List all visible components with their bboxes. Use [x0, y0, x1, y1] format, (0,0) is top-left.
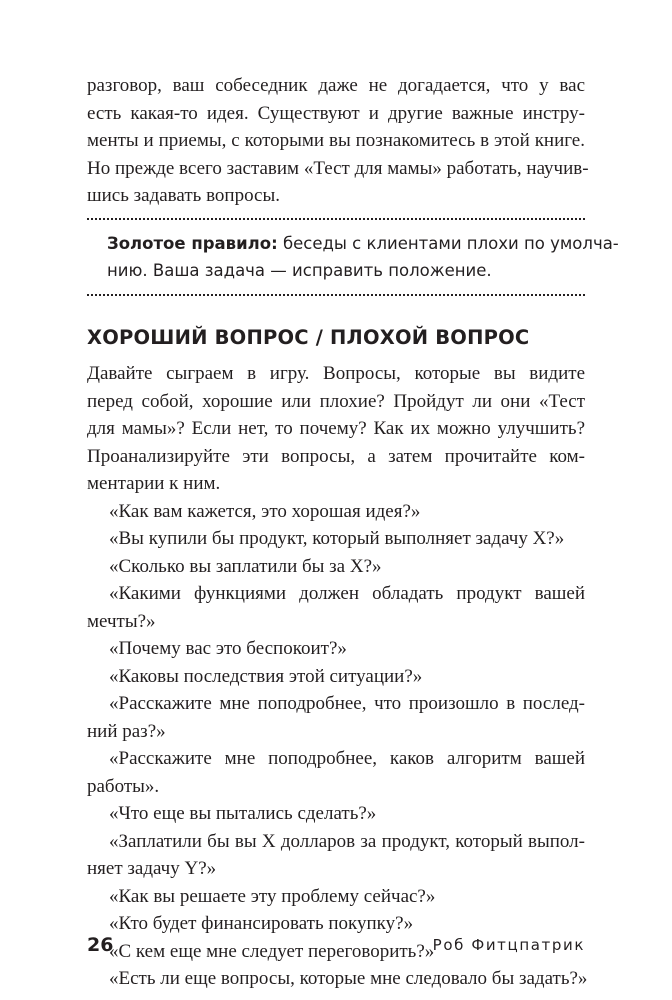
question-line: «Сколько вы заплатили бы за X?»	[109, 555, 382, 577]
question-item	[87, 580, 585, 635]
question-line: няет задачу Y?»	[87, 858, 217, 879]
questions-section	[87, 360, 588, 993]
question-line: мечты?»	[87, 610, 156, 632]
question-item	[87, 525, 585, 553]
question-item	[87, 663, 585, 691]
golden-rule-line	[107, 230, 619, 257]
question-line: «Есть ли еще вопросы, которые мне следовало бы задать?»	[109, 968, 588, 989]
text-line: Но прежде всего заставим «Тест для мамы» работать, научив-	[87, 157, 589, 179]
text-line: ментарии к ним.	[87, 473, 221, 494]
question-line: «Каковы последствия этой ситуации?»	[109, 665, 423, 687]
question-item	[87, 883, 585, 911]
golden-rule-line1: беседы с клиентами плохи по умолча-	[282, 234, 619, 253]
text-line: для мамы»? Если нет, то почему? Как их можно улучшить?	[87, 418, 585, 439]
question-item	[87, 800, 585, 828]
question-line: «С кем еще мне следует переговорить?»	[109, 940, 435, 962]
question-line: «Что еще вы пытались сделать?»	[109, 803, 377, 824]
text-line: шись задавать вопросы.	[87, 185, 280, 206]
question-line: «Расскажите мне поподробнее, каков алгоритм вашей	[109, 748, 585, 769]
text-line: есть какая-то идея. Существуют и другие важные инстру-	[87, 102, 585, 124]
text-line: разговор, ваш собеседник даже не догадается, что у вас	[87, 75, 585, 96]
golden-rule-line2: нию. Ваша задача — исправить положение.	[107, 261, 492, 280]
question-item	[87, 965, 588, 993]
golden-rule-box	[87, 218, 619, 296]
golden-rule-text	[87, 220, 619, 294]
question-line: работы».	[87, 775, 160, 797]
question-item	[87, 553, 585, 581]
question-line: «Вы купили бы продукт, который выполняет задачу X?»	[109, 528, 565, 549]
question-line: «Как вам кажется, это хорошая идея?»	[109, 500, 421, 522]
question-item	[87, 828, 585, 883]
question-item	[87, 745, 585, 800]
question-item	[87, 498, 585, 526]
question-line: «Расскажите мне поподробнее, что произошло в послед-	[109, 693, 585, 714]
text-line: менты и приемы, с которыми вы познакомитесь в этой книге.	[87, 130, 585, 151]
question-item	[87, 635, 585, 663]
game-paragraph	[87, 360, 585, 498]
running-footer-author: Роб Фитцпатрик	[432, 936, 585, 954]
dotted-divider-bottom	[87, 294, 585, 296]
intro-paragraph	[87, 72, 589, 210]
text-line: Проанализируйте эти вопросы, а затем прочитайте ком-	[87, 445, 585, 467]
page-number: 26	[87, 934, 114, 956]
question-line: «Почему вас это беспокоит?»	[109, 638, 347, 659]
question-line: ний раз?»	[87, 720, 166, 742]
question-line: «Кто будет финансировать покупку?»	[109, 913, 414, 934]
question-line: «Как вы решаете эту проблему сейчас?»	[109, 885, 436, 907]
question-item	[87, 690, 585, 745]
text-line: Давайте сыграем в игру. Вопросы, которые вы видите	[87, 363, 585, 384]
question-line: «Какими функциями должен обладать продукт вашей	[109, 583, 585, 604]
question-item	[87, 910, 585, 938]
text-line: перед собой, хорошие или плохие? Пройдут ли они «Тест	[87, 390, 585, 412]
golden-rule-label: Золотое правило:	[107, 234, 278, 253]
question-list	[87, 498, 588, 993]
section-heading: ХОРОШИЙ ВОПРОС / ПЛОХОЙ ВОПРОС	[87, 326, 530, 349]
question-line: «Заплатили бы вы X долларов за продукт, который выпол-	[109, 830, 585, 852]
